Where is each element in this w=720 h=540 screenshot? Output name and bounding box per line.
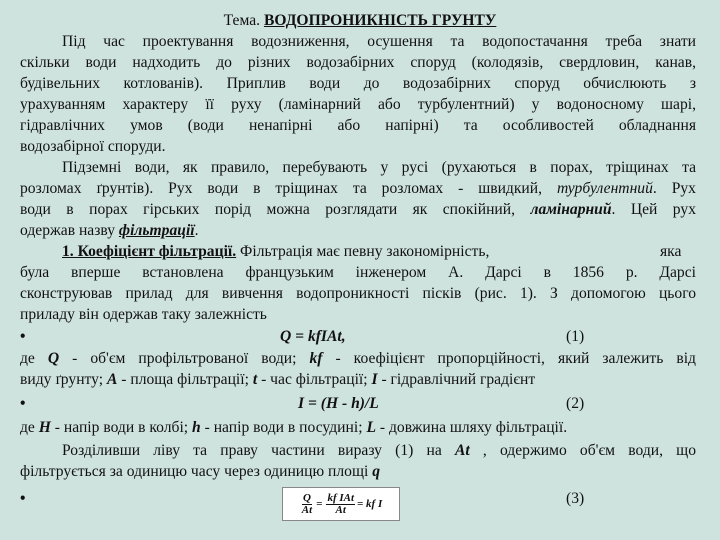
- p1-line-2: скільки води надходить до різних водозабірних споруд (колодязів, свердловин, канав,: [20, 54, 696, 71]
- p3-line-1-end: яка: [660, 243, 682, 260]
- formula-3-number: (3): [566, 490, 585, 507]
- p1-line-6: водозабірної споруди.: [20, 138, 166, 155]
- p1-line-5: гідравлічних умов (води ненапірні або напірні) та особливостей обладнання: [20, 117, 696, 134]
- p3-line-2: була вперше встановлена французьким інженером А. Дарсі в 1856 р. Дарсі: [20, 264, 696, 281]
- p3-line-4: приладу він одержав таку залежність: [20, 306, 267, 323]
- p3-line-3: сконструював прилад для вивчення водопроникності пісків (рис. 1). З допомогою цього: [20, 285, 696, 302]
- bullet-3: •: [20, 490, 26, 507]
- p1-line-1: Під час проектування водозниження, осушення та водопостачання треба знати: [62, 33, 696, 50]
- p4-line-1: Розділивши ліву та праву частини виразу (1) на At , одержимо об'єм води, що: [62, 442, 696, 459]
- definitions-2: де H - напір води в колбі; h - напір води в посудині; L - довжина шляху фільтрації.: [20, 419, 568, 436]
- p2-line-3: води в порах гірських порід можна розглядати як спокійний, ламінарний. Цей рух: [20, 201, 696, 218]
- p2-line-4: одержав назву фільтрації.: [20, 222, 199, 239]
- p1-line-3: будівельних котлованів). Приплив води до водозабірних споруд обчислюють з: [20, 75, 696, 92]
- definitions-1-line-1: де Q - об'єм профільтрованої води; kf - коефіцієнт пропорційності, який залежить від: [20, 350, 696, 367]
- title-topic: ВОДОПРОНИКНІСТЬ ГРУНТУ: [263, 12, 497, 29]
- fraction-kfiat-over-at: $\frac{\text{kf IAt}}{At}$: [327, 491, 355, 516]
- bullet-1: •: [20, 328, 26, 345]
- formula-3-right-side: = kf I: [357, 498, 383, 510]
- fraction-q-over-at: $\frac{Q}{At}$: [301, 491, 313, 516]
- document-title: Тема. ВОДОПРОНИКНІСТЬ ГРУНТУ: [223, 12, 497, 29]
- p1-line-4: урахуванням характеру її руху (ламінарний або турбулентний) у водоносному шарі,: [20, 96, 696, 113]
- section-heading: 1. Коефіцієнт фільтрації.: [62, 243, 237, 260]
- formula-2: I = (H - h)/L: [298, 395, 379, 412]
- formula-3-image: $\frac{Q}{At}$ = $\frac{\text{kf IAt}}{At}$ = kf I: [282, 487, 400, 521]
- p2-line-1: Підземні води, як правило, перебувають у русі (рухаються в порах, тріщинах та: [62, 159, 696, 176]
- p4-line-2: фільтрується за одиницю часу через одиницю площі q: [20, 463, 381, 480]
- definitions-1-line-2: виду ґрунту; A - площа фільтрації; t - час фільтрації; I - гідравлічний градієнт: [20, 371, 536, 388]
- p2-line-2: розломах ґрунтів). Рух води в тріщинах та розломах - швидкий, турбулентний. Рух: [20, 180, 696, 197]
- formula-1: Q = kfIAt,: [280, 328, 346, 345]
- p3-line-1: 1. Коефіцієнт фільтрації. Фільтрація має певну закономірність,: [62, 243, 490, 260]
- formula-2-number: (2): [566, 395, 585, 412]
- bullet-2: •: [20, 395, 26, 412]
- formula-1-number: (1): [566, 328, 585, 345]
